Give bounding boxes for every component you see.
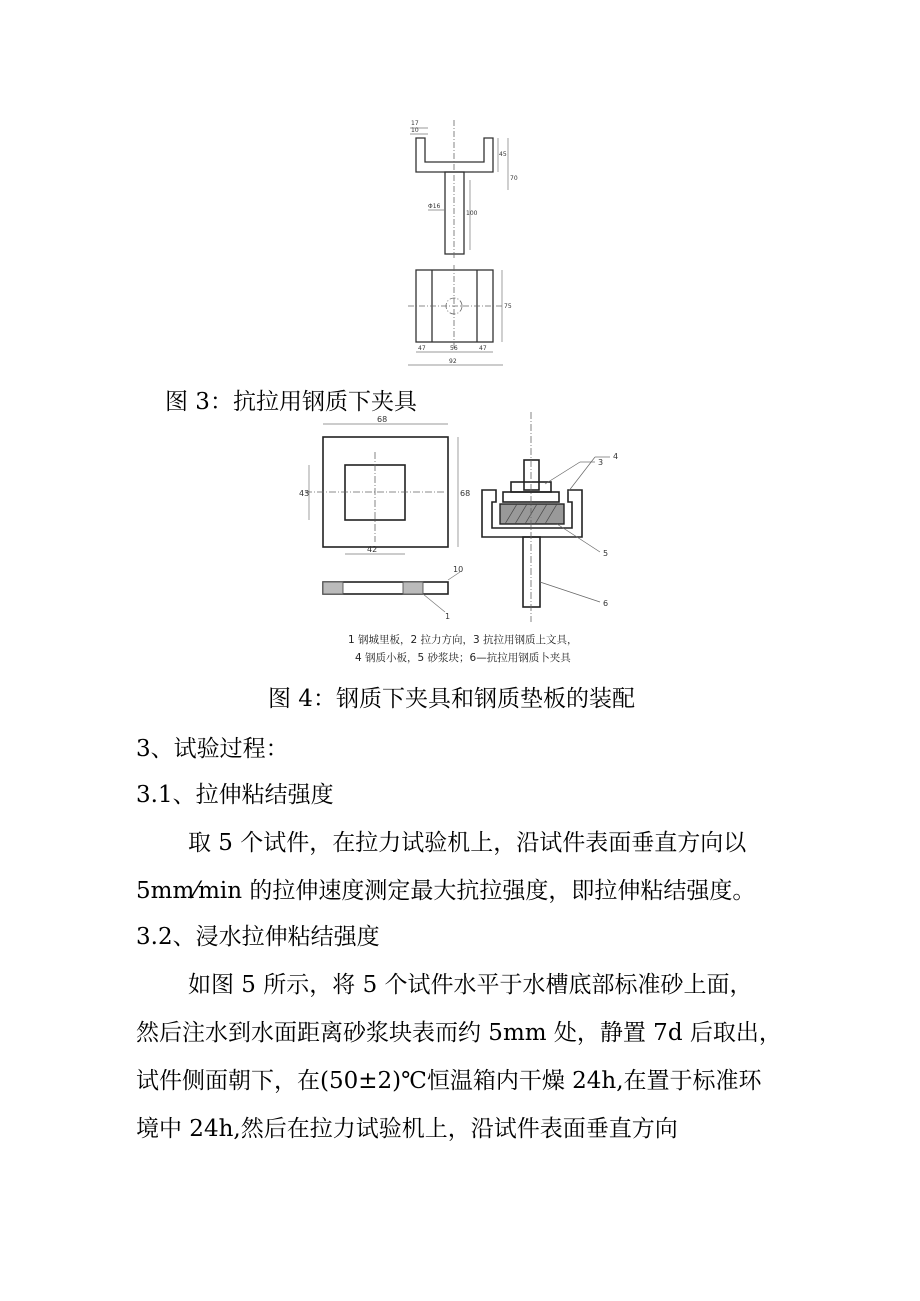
callout-3: 3 <box>598 458 604 467</box>
label-top-width: 68 <box>377 415 388 424</box>
dim-rod-len: 100 <box>466 210 478 217</box>
dim-rod-dia: Φ16 <box>428 203 441 210</box>
paragraph-2-line-2: 然后注水到水面距离砂浆块表而约 5mm 处，静置 7d 后取出， <box>136 1020 782 1046</box>
label-left-height: 43 <box>299 489 310 498</box>
paragraph-2-line-3: 试件侧面朝下，在(50±2)℃恒温箱内干燥 24h,在置于标准环 <box>136 1068 762 1094</box>
dim-top-a: 17 <box>411 120 419 127</box>
dim-top-b: 10 <box>411 127 419 134</box>
label-right-height: 68 <box>460 489 471 498</box>
dim-base-side: 75 <box>504 303 512 310</box>
section-heading-3: 3、试验过程： <box>136 736 289 762</box>
dim-right-a: 45 <box>499 151 507 158</box>
dim-right-b: 70 <box>510 175 518 182</box>
dim-bottom-mid: 56 <box>450 345 458 352</box>
paragraph-1-line-2: 5mm⁄min 的拉伸速度测定最大抗拉强度，即拉伸粘结强度。 <box>136 878 756 904</box>
dim-bottom-total: 92 <box>449 358 457 365</box>
subsection-heading-3-2: 3.2、浸水拉伸粘结强度 <box>136 924 380 950</box>
callout-4: 4 <box>613 452 619 461</box>
figure4-legend-line2: 4 钢质小板，5 砂浆块；6—抗拉用钢质卜夹具 <box>355 652 571 664</box>
figure4-legend-line1: 1 钢城里板，2 拉力方向，3 抗拉用钢质上文具， <box>348 634 578 646</box>
figure3-caption: 图 3：抗拉用钢质下夹具 <box>165 389 417 415</box>
label-inner-width: 42 <box>367 545 378 554</box>
dim-bottom-left: 47 <box>418 345 426 352</box>
callout-1: 1 <box>445 612 451 621</box>
paragraph-1-line-1: 取 5 个试件，在拉力试验机上，沿试件表面垂直方向以 <box>188 830 747 856</box>
figure4-caption: 图 4：钢质下夹具和钢质垫板的装配 <box>268 686 635 712</box>
callout-5: 5 <box>603 549 609 558</box>
callout-6: 6 <box>603 599 609 608</box>
paragraph-2-line-4: 境中 24h,然后在拉力试验机上，沿试件表面垂直方向 <box>136 1116 678 1142</box>
subsection-heading-3-1: 3.1、拉伸粘结强度 <box>136 782 334 808</box>
paragraph-2-line-1: 如图 5 所示，将 5 个试件水平于水槽底部标准砂上面， <box>188 972 753 998</box>
figure4-drawing <box>295 412 635 627</box>
mortar-block <box>500 504 564 524</box>
label-plate-thick: 10 <box>453 565 464 574</box>
figure3-drawing <box>398 110 523 375</box>
dim-bottom-right: 47 <box>479 345 487 352</box>
